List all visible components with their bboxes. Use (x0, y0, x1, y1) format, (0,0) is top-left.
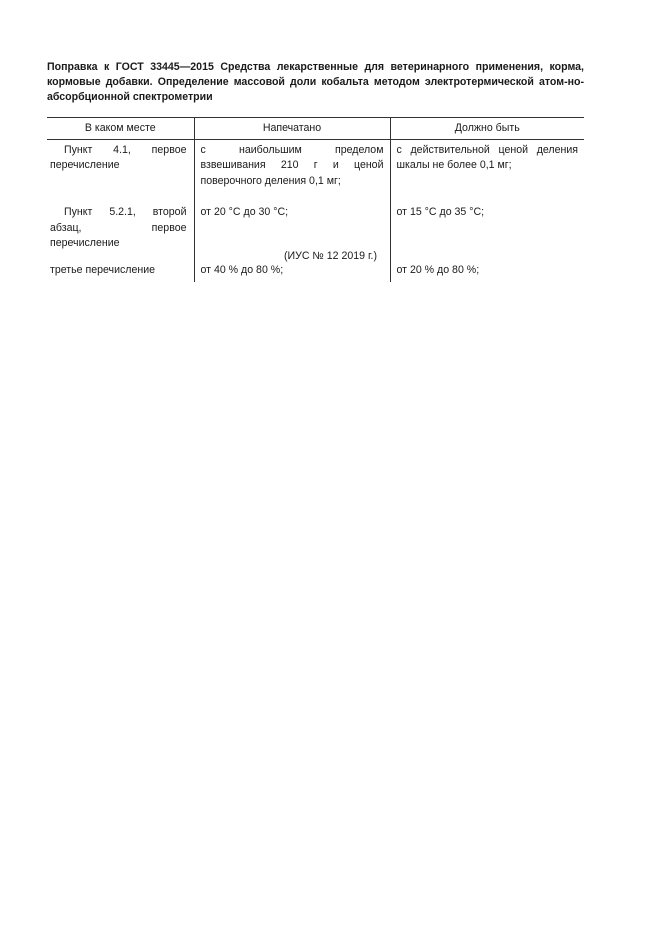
header-should-be: Должно быть (390, 118, 584, 140)
cell-printed: от 40 % до 80 %; (194, 260, 390, 283)
cell-printed: от 20 °С до 30 °С; (194, 202, 390, 260)
cell-should-be: с действительной ценой деления шкалы не более 0,1 мг; (390, 139, 584, 202)
cell-place: третье перечисление (50, 263, 156, 276)
cell-place: Пункт 5.2.1, второй абзац, первое перечисление (50, 206, 187, 249)
header-where: В каком месте (47, 118, 194, 140)
source-reference: (ИУС № 12 2019 г.) (283, 250, 378, 262)
table-header-row (47, 118, 584, 140)
cell-printed: с наибольшим пределом взвешивания 210 г и ценой поверочного деления 0,1 мг; (194, 139, 390, 202)
amendment-title: Поправка к ГОСТ 33445—2015 Средства лекарственные для ветеринарного применения, корма, кормовые добавки. Определение массовой доли кобальта методом электротермической атом-но-абсорбционной спектрометрии (47, 61, 584, 103)
cell-place: Пункт 4.1, первое перечисление (50, 143, 187, 171)
header-printed: Напечатано (194, 118, 390, 140)
cell-should-be: от 20 % до 80 %; (390, 260, 584, 283)
cell-should-be: от 15 °С до 35 °С; (390, 202, 584, 260)
table-row (47, 139, 584, 202)
